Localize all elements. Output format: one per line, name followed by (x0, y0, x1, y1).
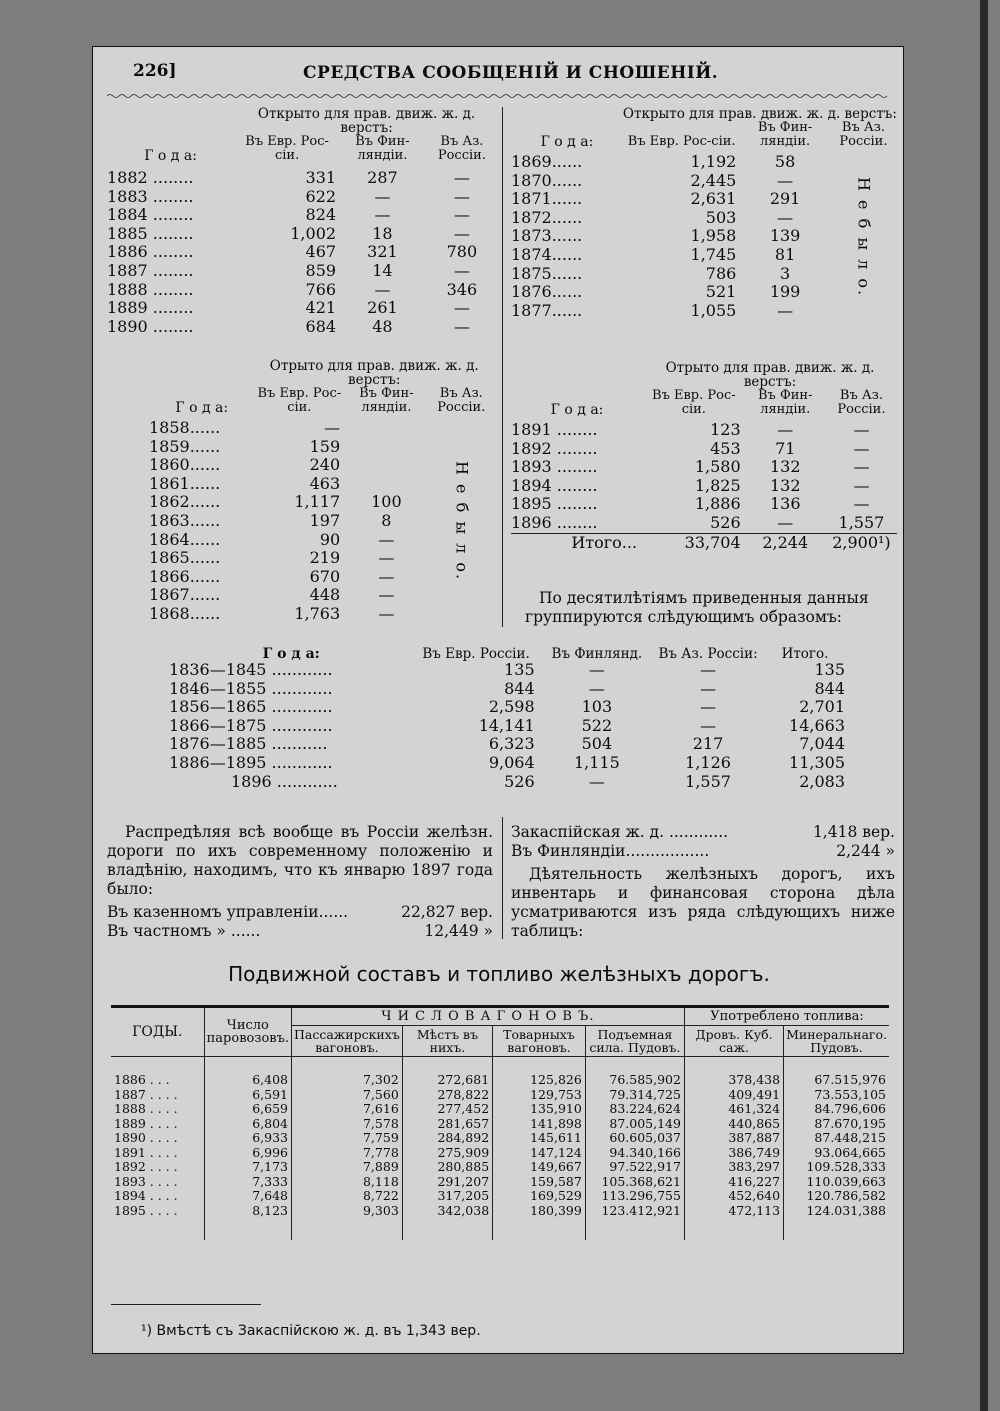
list-item: Въ казенномъ управленіи...... 22,827 вер. (107, 903, 493, 921)
col-group: Открыто для прав. движ. ж. д. верстъ: (257, 106, 476, 136)
col-mineral: Минеральнаго. Пудовъ. (784, 1026, 889, 1057)
column-separator (502, 817, 503, 939)
col-year: Г о д а: (175, 400, 229, 416)
table-row: 1890 ........ 684 48 — (107, 316, 470, 336)
table-row: 1890 . . . . 6,933 7,759 284,892 145,611 60.605,037 387,887 87.448,215 (111, 1131, 889, 1146)
page-number: 226] (133, 61, 177, 81)
left-paragraph: Распредѣляя всѣ вообще въ Россіи желѣзн. дороги по ихъ современному положенію и владѣнію, находимъ, что къ январю 1897 года было: (107, 823, 493, 898)
col-seats: Мѣстъ въ нихъ. (402, 1026, 492, 1057)
table-row: 1869...... 1,192 58 Н е б ы л о. (511, 153, 897, 172)
table-row: 1872...... 503 — (511, 207, 794, 227)
footnote-rule (111, 1304, 261, 1305)
rolling-stock-table (111, 1005, 889, 1240)
col-total: Итого. (781, 646, 829, 662)
table-row: 1862...... 1,117 100 (149, 492, 402, 512)
col-group: Открыто для прав. движ. ж. д. верстъ: (622, 106, 897, 122)
col-fin: Въ Фин-ляндіи. (757, 120, 813, 149)
table-row: 1889 . . . . 6,804 7,578 281,657 141,898 87.005,149 440,865 87.670,195 (111, 1117, 889, 1132)
table-row: 1893 . . . . 7,333 8,118 291,207 159,587 105.368,621 416,227 110.039,663 (111, 1175, 889, 1190)
table-row: 1874...... 1,745 81 (511, 244, 796, 264)
col-wagons: Ч И С Л О В А Г О Н О В Ъ. (291, 1007, 684, 1026)
table-row: 1889 ........ 421 261 — (107, 298, 470, 318)
table-row: 1868...... 1,763 — (149, 603, 395, 623)
table-row: 1887 . . . . 6,591 7,560 278,822 129,753 79.314,725 409,491 73.553,105 (111, 1088, 889, 1103)
table-row: 1867...... 448 — (149, 585, 395, 605)
footnote: ¹) Вмѣстѣ съ Закаспійскою ж. д. въ 1,343 вер. (141, 1323, 481, 1339)
table-row: 1887 ........ 859 14 — (107, 260, 470, 280)
col-years: ГОДЫ. (111, 1007, 204, 1057)
table-row: 1886 ........ 467 321 780 (107, 242, 478, 262)
table-row: 1871...... 2,631 291 (511, 189, 801, 209)
col-group: Отрыто для прав. движ. ж. д. верстъ: (665, 360, 875, 390)
table-row: 1892 . . . . 7,173 7,889 280,885 149,667 97.522,917 383,297 109.528,333 (111, 1160, 889, 1175)
table-row: 1894 . . . . 7,648 8,722 317,205 169,529 113.296,755 452,640 120.786,582 (111, 1189, 889, 1204)
col-fin: Въ Фин-ляндіи. (355, 134, 410, 163)
table-row: 1886—1895 ............ 9,064 1,115 1,126 11,305 (169, 752, 845, 772)
table-row: 1858...... — Н е б ы л о. (149, 419, 494, 438)
col-asia: Въ Аз. Россіи. (437, 134, 486, 163)
col-fin: Въ Фин-ляндіи. (359, 386, 414, 415)
col-passenger: Пассажирскихъ вагоновъ. (291, 1026, 402, 1057)
table-row: 1866—1875 ............ 14,141 522 — 14,663 (169, 715, 845, 735)
table-row: 1861...... 463 (149, 473, 341, 493)
table-row: 1888 . . . . 6,659 7,616 277,452 135,910 83.224,624 461,324 84.796,606 (111, 1102, 889, 1117)
col-year: Г о д а: (550, 402, 604, 418)
column-separator (502, 107, 503, 627)
table-row: 1895 ........ 1,886 136 — (511, 494, 870, 514)
table-row: 1836—1845 ............ 135 — — 135 (169, 660, 845, 679)
right-list (511, 823, 895, 861)
table-row: 1865...... 219 — (149, 548, 395, 568)
left-list (107, 903, 493, 941)
table-row: 1873...... 1,958 139 (511, 226, 801, 246)
table-row: 1882 ........ 331 287 — (107, 168, 470, 187)
table-1882-1890 (107, 107, 499, 336)
table-row: 1875...... 786 3 (511, 263, 791, 283)
table-row: 1895 . . . . 8,123 9,303 342,038 180,399 123.412,921 472,113 124.031,388 (111, 1204, 889, 1219)
col-group: Отрыто для прав. движ. ж. д. верстъ: (269, 358, 479, 388)
table-row: 1876...... 521 199 (511, 282, 801, 302)
table-row: 1884 ........ 824 — — (107, 205, 470, 225)
col-eur: Въ Евр. Рос-сіи. (652, 388, 736, 417)
table-row: 1870...... 2,445 — (511, 170, 794, 190)
vertical-note: Н е б ы л о. (854, 176, 874, 297)
scan-edge (980, 0, 988, 1411)
col-year: Г о д а: (144, 148, 197, 164)
col-asia: Въ Аз. Россіи: (658, 646, 758, 662)
col-asia: Въ Аз. Россіи. (839, 120, 888, 149)
wavy-rule (107, 93, 891, 99)
table-1891-1896 (511, 361, 897, 552)
table-row: 1863...... 197 8 (149, 510, 392, 530)
total-row: Итого... 33,704 2,244 2,900¹) (511, 533, 897, 552)
table-row: 1893 ........ 1,580 132 — (511, 457, 870, 477)
col-wood: Дровъ. Куб. саж. (684, 1026, 783, 1057)
table-row: 1877...... 1,055 — (511, 300, 794, 320)
running-title: СРЕДСТВА СООБЩЕНІЙ И СНОШЕНІЙ. (303, 63, 719, 83)
col-eur: Въ Евр. Рос-сіи. (627, 134, 736, 149)
table-row: 1866...... 670 — (149, 566, 395, 586)
col-fin: Въ Фин-ляндіи. (758, 388, 813, 417)
col-lift: Подъемная сила. Пудовъ. (585, 1026, 684, 1057)
table-row: 1883 ........ 622 — — (107, 186, 470, 206)
col-fuel: Употреблено топлива: (684, 1007, 889, 1026)
table-row: 1891 . . . . 6,996 7,778 275,909 147,124 94.340,166 386,749 93.064,665 (111, 1146, 889, 1161)
col-asia: Въ Аз. Россіи. (837, 388, 886, 417)
vertical-note: Н е б ы л о. (452, 461, 472, 582)
list-item: Закаспійская ж. д. ............ 1,418 вер. (511, 823, 895, 841)
decade-intro: По десятилѣтіямъ приведенныя данныя группируются слѣдующимъ образомъ: (525, 589, 869, 626)
col-year: Г о д а: (540, 134, 594, 150)
decade-table (169, 647, 849, 791)
list-item: Въ Финляндіи................. 2,244 » (511, 842, 895, 860)
table-1869-1877 (511, 107, 897, 320)
table-row: 1888 ........ 766 — 346 (107, 279, 478, 299)
table-row: 1896 ............ 526 — 1,557 2,083 (231, 771, 845, 791)
table-row: 1856—1865 ............ 2,598 103 — 2,701 (169, 697, 845, 717)
table-row: 1860...... 240 (149, 455, 341, 475)
col-eur: Въ Евр. Рос-сіи. (245, 134, 329, 163)
col-asia: Въ Аз. Россіи. (437, 386, 486, 415)
table-row: 1891 ........ 123 — — (511, 420, 870, 439)
table-row: 1892 ........ 453 71 — (511, 438, 870, 458)
table-row: 1885 ........ 1,002 18 — (107, 223, 470, 243)
table-row: 1846—1855 ............ 844 — — 844 (169, 678, 845, 698)
table-row: 1894 ........ 1,825 132 — (511, 475, 870, 495)
table-row: 1886 . . . 6,408 7,302 272,681 125,826 76.585,902 378,438 67.515,976 (111, 1073, 889, 1088)
col-locomotives: Число паровозовъ. (204, 1007, 291, 1057)
col-goods: Товарныхъ вагоновъ. (493, 1026, 586, 1057)
book-page (92, 46, 904, 1354)
col-eur: Въ Евр. Рос-сіи. (257, 386, 342, 415)
table-1858-1868 (149, 359, 494, 624)
table-row: 1896 ........ 526 — 1,557 (511, 512, 885, 532)
section-title: Подвижной составъ и топливо желѣзныхъ дорогъ. (228, 962, 770, 986)
col-eur: Въ Евр. Россіи. (422, 646, 530, 662)
right-paragraph: Дѣятельность желѣзныхъ дорогъ, ихъ инвентарь и финансовая сторона дѣла усматриваются изъ ряда слѣдующихъ ниже таблицъ: (511, 865, 895, 940)
table-row: 1859...... 159 (149, 436, 341, 456)
list-item: Въ частномъ » ...... 12,449 » (107, 922, 493, 940)
col-fin: Въ Финлянд. (551, 646, 643, 662)
col-year: Г о д а: (262, 646, 320, 662)
table-row: 1864...... 90 — (149, 529, 395, 549)
table-row: 1876—1885 ........... 6,323 504 217 7,044 (169, 734, 845, 754)
